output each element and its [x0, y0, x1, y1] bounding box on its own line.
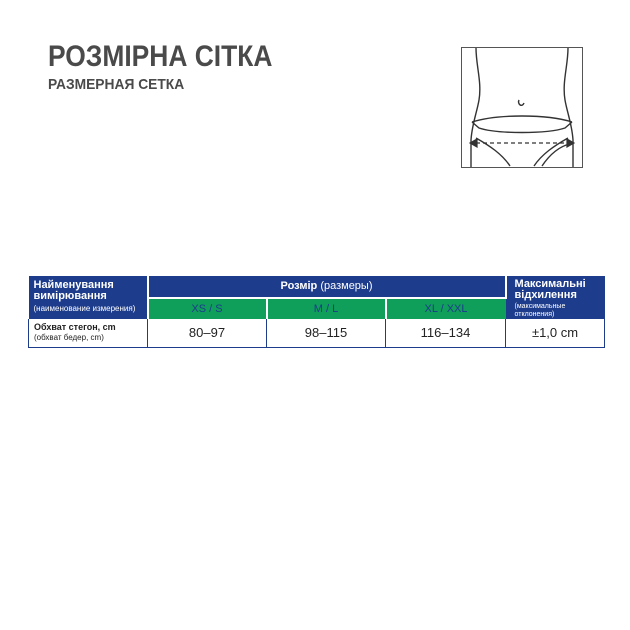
deviation-value: ±1,0 cm — [506, 319, 605, 347]
measurement-name-cell — [29, 319, 148, 347]
column-header-size-sublabel: (размеры) — [320, 280, 373, 293]
value-xl-xxl: 116–134 — [386, 319, 506, 347]
page-subtitle: РАЗМЕРНАЯ СЕТКА — [48, 76, 185, 93]
size-header-xl-xxl: XL / XXL — [386, 298, 506, 320]
measurement-name: Обхват стегон, cm — [34, 322, 116, 333]
page-title: РОЗМІРНА СІТКА — [48, 40, 273, 73]
column-header-measurement-sublabel: (наименование измерения) — [33, 304, 136, 313]
value-m-l: 98–115 — [267, 319, 386, 347]
column-header-measurement-label: Найменування вимірювання — [33, 279, 114, 302]
column-header-deviation-label: Максимальні відхилення — [514, 278, 586, 301]
column-header-measurement — [29, 276, 148, 319]
hip-circumference-diagram-icon — [461, 47, 583, 168]
value-xs-s: 80–97 — [148, 319, 267, 347]
column-header-size — [148, 276, 506, 298]
measurement-name-sub: (обхват бедер, cm) — [34, 333, 104, 343]
size-header-m-l: M / L — [267, 298, 386, 320]
table-row — [29, 319, 605, 347]
size-header-xs-s: XS / S — [148, 298, 267, 320]
column-header-deviation — [506, 276, 605, 319]
size-chart-table — [28, 276, 605, 348]
column-header-size-label: Розмір — [280, 280, 318, 293]
column-header-deviation-sublabel: (максимальные отклонения) — [514, 303, 566, 318]
